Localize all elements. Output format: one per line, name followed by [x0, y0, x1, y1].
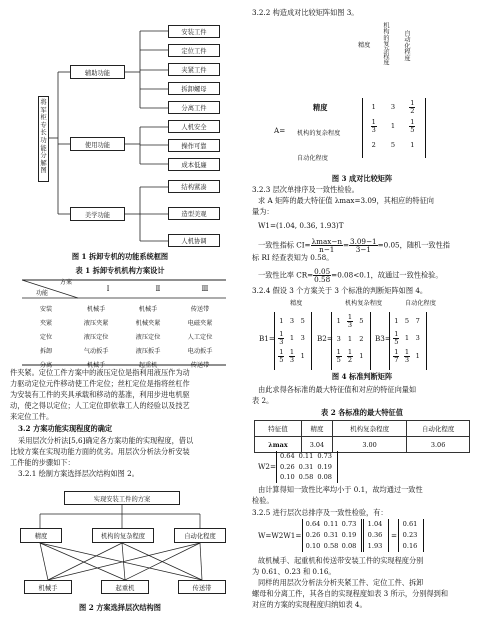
table1-cell: 液压定位	[83, 333, 109, 341]
matrix-cell: 0.61	[402, 520, 418, 528]
matrix-cell: 2	[359, 335, 364, 343]
fig3-caption: 图 3 成对比较矩阵	[331, 174, 393, 183]
table1-corner-bottom: 功能	[36, 290, 49, 297]
paragraph-line: 标 RI 经查表知为 0.58。	[252, 253, 334, 262]
fig2-criterion-box: 自动化程度	[174, 528, 226, 543]
equals-sign: =	[391, 531, 398, 540]
table2-header: 精度	[302, 421, 333, 437]
matrix-cell: 7	[415, 317, 420, 325]
matrix-cell: 1	[394, 317, 399, 325]
matrix-cell: 1	[336, 317, 341, 325]
fig1-root-char: 将	[40, 99, 47, 106]
fig1-root-char: 解	[40, 159, 47, 167]
table1-cell: 液压扳手	[135, 347, 161, 355]
matrix-cell: 0.26	[305, 531, 321, 539]
matrix-cell: 3	[390, 103, 396, 111]
fig2-alternative-box: 机械手	[24, 580, 72, 594]
table2-header: 特征值	[255, 421, 302, 437]
fig1-leaf: 定位工件	[168, 44, 220, 57]
matrix-cell: 0.16	[402, 542, 418, 550]
matrix-cell: $\frac{1}{3}$	[404, 348, 410, 364]
fig1-leaf: 夹紧工件	[168, 63, 220, 76]
paragraph-line: 来定位工件。	[10, 412, 54, 421]
table1-cell: 安装	[39, 305, 53, 313]
fig3-col-label: 精度	[358, 42, 371, 49]
matrix-cell: 5	[404, 317, 410, 325]
w2-matrix	[278, 451, 334, 483]
table2-grid	[254, 420, 470, 453]
fig2-caption: 图 2 方案选择层次结构图	[79, 603, 161, 612]
fig1-root-char: 军	[40, 106, 47, 114]
matrix-cell: $\frac{1}{5}$	[410, 118, 415, 134]
fig4-caption: 图 4 标准判断矩阵	[331, 372, 393, 381]
matrix-cell: 1	[300, 352, 305, 360]
fig4-matrix-name: B3=	[375, 334, 391, 343]
matrix-cell: 1	[347, 335, 353, 343]
matrix-cell: 0.58	[298, 473, 314, 481]
paragraph-line: 为安装有工件的夹具承载和移动的基准，利用步进电机驱	[10, 390, 190, 399]
fig1-root-char: 长	[40, 129, 47, 137]
matrix-cell: 0.73	[341, 520, 357, 528]
w2-label: W2=	[258, 462, 276, 471]
matrix-cell: 0.23	[402, 531, 418, 539]
matrix-cell: 0.08	[341, 542, 357, 550]
matrix-cell: $\frac{1}{3}$	[371, 118, 376, 134]
fig3-row-label: 自动化程度	[297, 155, 328, 162]
fig1-root-char: 分	[40, 152, 47, 160]
table1-corner-top: 方案	[60, 279, 73, 286]
table1-cell: 人工定位	[187, 333, 213, 341]
matrix-cell: 5	[300, 317, 305, 325]
matrix-cell: 0.11	[323, 520, 339, 528]
fig1-root-char: 专	[40, 121, 47, 129]
matrix-cell: 3	[300, 334, 305, 342]
fig2-alternative-box: 传送带	[178, 580, 226, 594]
paragraph-line: 由此求得各标准的最大特征值和对应的特征向量如	[258, 385, 417, 394]
section-heading-3-2-4: 3.2.4 假设 3 个方案关于 3 个标准的判断矩阵如图 4。	[252, 286, 428, 295]
section-heading-3-2-2: 3.2.2 构造成对比较矩阵如图 3。	[252, 8, 359, 17]
w1-vector	[364, 519, 386, 552]
fig1-function-aesthetic: 美学功能	[70, 207, 125, 221]
fig1-leaf: 操作可靠	[168, 139, 220, 152]
fig3-row-label: 精度	[313, 103, 328, 112]
fig1-root-char: 图	[40, 167, 47, 175]
fig1-leaf: 造型美观	[168, 207, 220, 220]
fig1-function-auxiliary: 辅助功能	[70, 65, 125, 79]
ci-fraction-1: $\frac{\lambda\max-n}{n-1}$	[311, 237, 342, 254]
matrix-cell: 1	[390, 122, 396, 130]
matrix-cell: 1	[289, 334, 295, 342]
fig1-leaf: 人机安全	[168, 120, 220, 133]
fig1-leaf: 人机协调	[168, 234, 220, 247]
matrix-cell: 0.10	[279, 473, 295, 481]
paragraph-line: 采用层次分析法[5,6]确定各方案功能的实现程度，借以	[18, 436, 194, 445]
w-label: W=W2W1=	[258, 531, 302, 540]
fig4-col-label: 精度	[290, 300, 303, 307]
paragraph-line: 螺母和分离工件，其各自的实现程度如表 3 所示，分别得到和	[252, 589, 449, 598]
fig1-leaf: 拆卸螺母	[168, 82, 220, 95]
matrix-cell: 1.04	[367, 520, 383, 528]
table2-caption: 表 2 各标准的最大特征值	[321, 408, 403, 417]
table1-cell: 机械手	[86, 361, 106, 369]
paragraph-line: 由计算得知一致性比率均小于 0.1，故均通过一致性	[258, 485, 423, 494]
fig1-root-char: 能	[40, 144, 47, 152]
table1-cell: 机械手	[138, 305, 158, 313]
matrix-cell: $\frac{1}{2}$	[347, 348, 353, 364]
matrix-cell: 1	[415, 352, 420, 360]
table2-row-label: λmax	[255, 437, 302, 453]
table2-header: 机构复杂程度	[332, 421, 406, 437]
matrix-cell: 1	[410, 141, 415, 149]
fig4-matrix-b2	[333, 314, 367, 364]
matrix-cell: 0.11	[298, 452, 314, 460]
fig1-leaf: 结构紧凑	[168, 180, 220, 193]
table1-cell: 液压夹紧	[83, 319, 109, 327]
fig1-function-usage: 使用功能	[70, 137, 125, 151]
paragraph-line: 检验。	[252, 496, 274, 505]
matrix-cell: 0.26	[279, 462, 295, 471]
matrix-cell: 3	[289, 317, 295, 325]
w-product-matrix	[304, 519, 358, 552]
fig1-caption: 图 1 拆卸专机的功能系统框图	[71, 252, 169, 261]
consistency-ratio-line	[258, 268, 443, 283]
matrix-cell: 3	[336, 335, 341, 343]
eigenvector-w1: W1=(1.04, 0.36, 1.93)T	[258, 221, 344, 230]
matrix-cell: 0.19	[317, 462, 332, 471]
paragraph-line: 工件能的步骤如下：	[10, 458, 75, 467]
table1-cell: 起重机	[138, 361, 158, 369]
consistency-index-line: 一致性指标 CI= $\frac{\lambda\max-n}{n-1}$ = $\frac{3.09-1}{3-1}$ =0.05，随机一致性指	[258, 237, 450, 254]
table1-cell: 电动扳手	[187, 347, 213, 355]
fig1-root-char: 柜	[40, 114, 47, 122]
fig4-matrix-b1	[276, 314, 308, 364]
paragraph-line: 对应的方案的实现程度归纳如表 4。	[252, 600, 367, 609]
table2-cell: 3.06	[407, 437, 470, 453]
ci-label: 一致性指标 CI=	[258, 240, 311, 250]
matrix-cell: 0.73	[317, 452, 332, 460]
paragraph-line: 比较方案在实现功能方面的优劣。用层次分析法分析安装	[10, 447, 190, 456]
section-heading-3-2-3: 3.2.3 层次单排序及一致性检验。	[252, 185, 359, 194]
paragraph-line: 件夹紧。定位工件方案中的液压定位是指利用液压作为动	[10, 368, 190, 377]
paragraph-line: 为 0.61、0.23 和 0.16。	[252, 567, 336, 576]
table1-cell: 机械手	[86, 305, 106, 313]
table1-cell: 定位	[39, 333, 53, 341]
matrix-cell: 0.64	[279, 452, 295, 460]
table1-cell: 传送带	[190, 361, 210, 369]
paragraph-line: 故机械手、起重机和传送带安装工件的实现程度分别	[258, 556, 424, 565]
table1-header: Ⅱ	[155, 284, 161, 293]
table1-header: Ⅲ	[201, 284, 209, 293]
paragraph-line: 表 2。	[252, 396, 274, 405]
cr-fraction: $\frac{0.05}{0.58}$	[314, 267, 331, 284]
matrix-cell: 0.58	[323, 542, 339, 550]
fig3-row-label: 机构的复杂程度	[297, 130, 341, 137]
ci-fraction-2: $\frac{3.09-1}{3-1}$	[350, 237, 377, 254]
fig3-matrix-name: A=	[274, 126, 286, 135]
table1-header: Ⅰ	[106, 284, 110, 293]
matrix-cell: $\frac{1}{5}$	[279, 348, 284, 364]
cr-label: 一致性比率 CR=	[258, 270, 314, 280]
section-heading-3-2-1: 3.2.1 绘制方案选择层次结构如图 2。	[18, 469, 139, 478]
fig2-criterion-box: 机构的复杂程度	[92, 528, 154, 543]
matrix-cell: 0.31	[298, 462, 314, 471]
section-heading-3-2: 3.2 方案功能实现程度的确定	[18, 424, 113, 433]
matrix-cell: $\frac{1}{2}$	[410, 99, 415, 115]
fig2-alternative-box: 起重机	[101, 580, 149, 594]
fig2-criterion-box: 精度	[20, 528, 62, 543]
table1-cell: 机械夹紧	[135, 319, 161, 327]
matrix-cell: 5	[390, 141, 396, 149]
cr-rest: =0.08<0.1，故通过一致性检验。	[331, 270, 443, 280]
fig3-col-label: 自动化程度	[403, 30, 410, 61]
matrix-cell: 0.36	[367, 531, 383, 539]
table2-header: 自动化程度	[407, 421, 470, 437]
table1-caption: 表 1 拆卸专机机构方案设计	[75, 266, 165, 275]
matrix-cell: 0.19	[341, 531, 357, 539]
matrix-cell: 3	[415, 334, 420, 342]
table1-cell: 气动扳手	[83, 347, 109, 355]
table1-cell: 分离	[39, 361, 53, 369]
fig4-matrix-name: B2=	[317, 334, 333, 343]
matrix-cell: 0.08	[317, 473, 332, 481]
fig1-leaf: 安装工件	[168, 25, 220, 38]
matrix-cell: $\frac{1}{3}$	[279, 330, 284, 346]
matrix-cell: 1	[279, 317, 284, 325]
fig3-col-label: 机构的复杂程度	[382, 22, 389, 66]
table1-cell: 电磁夹紧	[187, 319, 213, 327]
table1-cell: 液压定位	[135, 333, 161, 341]
fig1-leaf: 分离工件	[168, 101, 220, 114]
paragraph-line: 量为：	[252, 207, 274, 216]
matrix-cell: 0.64	[305, 520, 321, 528]
matrix-cell: $\frac{1}{7}$	[394, 348, 399, 364]
fig4-matrix-b3	[391, 314, 423, 364]
paragraph-line: 同样的用层次分析法分析夹紧工件、定位工件、拆卸	[258, 578, 424, 587]
fig1-leaf: 成本低廉	[168, 158, 220, 171]
table1-cell: 传送带	[190, 305, 210, 313]
fig2-goal-box: 实现安装工件的方案	[64, 491, 180, 505]
matrix-cell: 5	[359, 317, 364, 325]
table1-cell: 拆卸	[39, 347, 53, 355]
fig4-col-label: 自动化程度	[405, 300, 436, 307]
fig3-matrix	[364, 100, 422, 152]
matrix-cell: 1.93	[367, 542, 383, 550]
matrix-cell: $\frac{1}{3}$	[289, 348, 295, 364]
matrix-cell: 1	[359, 352, 364, 360]
paragraph-line: 动，使之得以定位；人工定位即依靠工人的经验以及技艺	[10, 401, 190, 410]
paragraph-line: 求 A 矩阵的最大特征值 λmax=3.09，其相应的特征向	[258, 196, 434, 205]
paragraph-line: 力驱动定位元件移动使工件定位；丝杠定位是指将丝杠作	[10, 379, 190, 388]
table2-cell: 3.00	[332, 437, 406, 453]
w-result-vector	[399, 519, 421, 552]
matrix-cell: 2	[371, 141, 376, 149]
fig4-matrix-name: B1=	[259, 334, 275, 343]
matrix-cell: $\frac{1}{5}$	[336, 348, 341, 364]
matrix-cell: 0.10	[305, 542, 321, 550]
table1-cell: 夹紧	[39, 319, 53, 327]
matrix-cell: 0.31	[323, 531, 339, 539]
fig4-col-label: 机构复杂程度	[345, 300, 383, 307]
fig1-root-char: 功	[40, 136, 47, 144]
matrix-cell: 1	[371, 103, 376, 111]
table2-cell: 3.04	[302, 437, 333, 453]
matrix-cell: $\frac{1}{3}$	[347, 313, 353, 329]
matrix-cell: 1	[404, 334, 410, 342]
ci-rest: =0.05，随机一致性指	[377, 240, 450, 250]
matrix-cell: $\frac{1}{5}$	[394, 330, 399, 346]
section-heading-3-2-5: 3.2.5 进行层次总排序及一致性检验，有：	[252, 508, 388, 517]
